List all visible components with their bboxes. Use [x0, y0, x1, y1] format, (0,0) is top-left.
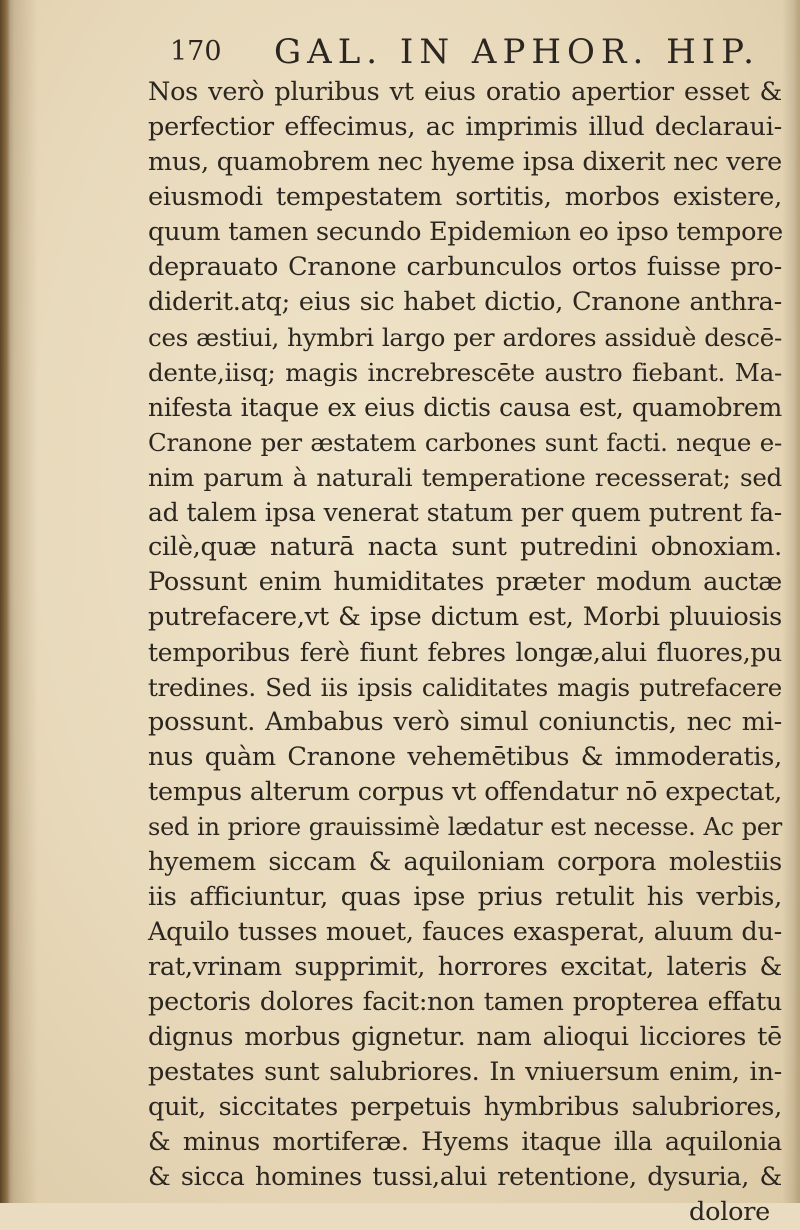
text-line: dolore: [689, 1197, 770, 1227]
text-line: mus, quamobrem nec hyeme ipsa dixerit nec vere: [148, 147, 782, 177]
text-line: pestates sunt salubriores. In vniuersum enim, in-: [148, 1057, 782, 1087]
text-line: temporibus ferè fiunt febres longæ,alui fluores,pu: [148, 638, 782, 667]
text-line: possunt. Ambabus verò simul coniunctis, nec mi-: [148, 707, 782, 737]
text-line: putrefacere,vt & ipse dictum est, Morbi pluuiosis: [148, 602, 782, 632]
text-line: diderit.atq; eius sic habet dictio, Cranone anthra-: [148, 287, 782, 317]
binding-gutter: [0, 0, 10, 1203]
text-line: pectoris dolores facit:non tamen propterea effatu: [148, 987, 782, 1017]
text-line: Possunt enim humiditates præter modum auctæ: [148, 567, 782, 597]
text-line: deprauato Cranone carbunculos ortos fuisse pro-: [148, 252, 782, 282]
text-line: tredines. Sed iis ipsis caliditates magis putrefacere: [148, 673, 782, 702]
text-line: ces æstiui, hymbri largo per ardores assiduè descē-: [148, 323, 782, 352]
text-line: eiusmodi tempestatem sortitis, morbos existere,: [148, 182, 782, 212]
text-line: dente,iisq; magis increbrescēte austro fiebant. Ma-: [148, 358, 782, 387]
text-line: quit, siccitates perpetuis hymbribus salubriores,: [148, 1092, 782, 1122]
page-edge: [794, 0, 800, 1203]
text-line: rat,vrinam supprimit, horrores excitat, lateris &: [148, 952, 782, 982]
page-number: 170: [170, 36, 222, 67]
text-line: Cranone per æstatem carbones sunt facti. neque e-: [148, 428, 782, 457]
text-line: quum tamen secundo Epidemiωn eo ipso tempore: [148, 217, 784, 247]
running-title: GAL. IN APHOR. HIP.: [274, 32, 760, 72]
text-line: nim parum à naturali temperatione recesserat; sed: [148, 463, 782, 492]
text-line: iis afficiuntur, quas ipse prius retulit his verbis,: [148, 882, 782, 912]
text-line: ad talem ipsa venerat statum per quem putrent fa-: [148, 498, 782, 527]
text-line: cilè,quæ naturā nacta sunt putredini obnoxiam.: [148, 532, 782, 562]
text-line: nus quàm Cranone vehemētibus & immoderatis,: [148, 742, 782, 772]
text-line: perfectior effecimus, ac imprimis illud declaraui-: [148, 112, 782, 142]
page-header: [170, 30, 760, 74]
text-line: & minus mortiferæ. Hyems itaque illa aquilonia: [148, 1127, 782, 1157]
text-line: hyemem siccam & aquiloniam corpora molestiis: [148, 847, 782, 877]
text-line: nifesta itaque ex eius dictis causa est, quamobrem: [148, 393, 782, 422]
text-line: Aquilo tusses mouet, fauces exasperat, aluum du-: [148, 917, 782, 947]
text-line: tempus alterum corpus vt offendatur nō expectat,: [148, 777, 782, 807]
text-line: dignus morbus gignetur. nam alioqui licciores tē: [148, 1022, 782, 1052]
text-line: sed in priore grauissimè lædatur est necesse. Ac per: [148, 813, 782, 841]
text-line: & sicca homines tussi,alui retentione, dysuria, &: [148, 1162, 782, 1192]
text-line: Nos verò pluribus vt eius oratio apertior esset &: [148, 77, 782, 107]
body-text: [148, 75, 782, 1230]
